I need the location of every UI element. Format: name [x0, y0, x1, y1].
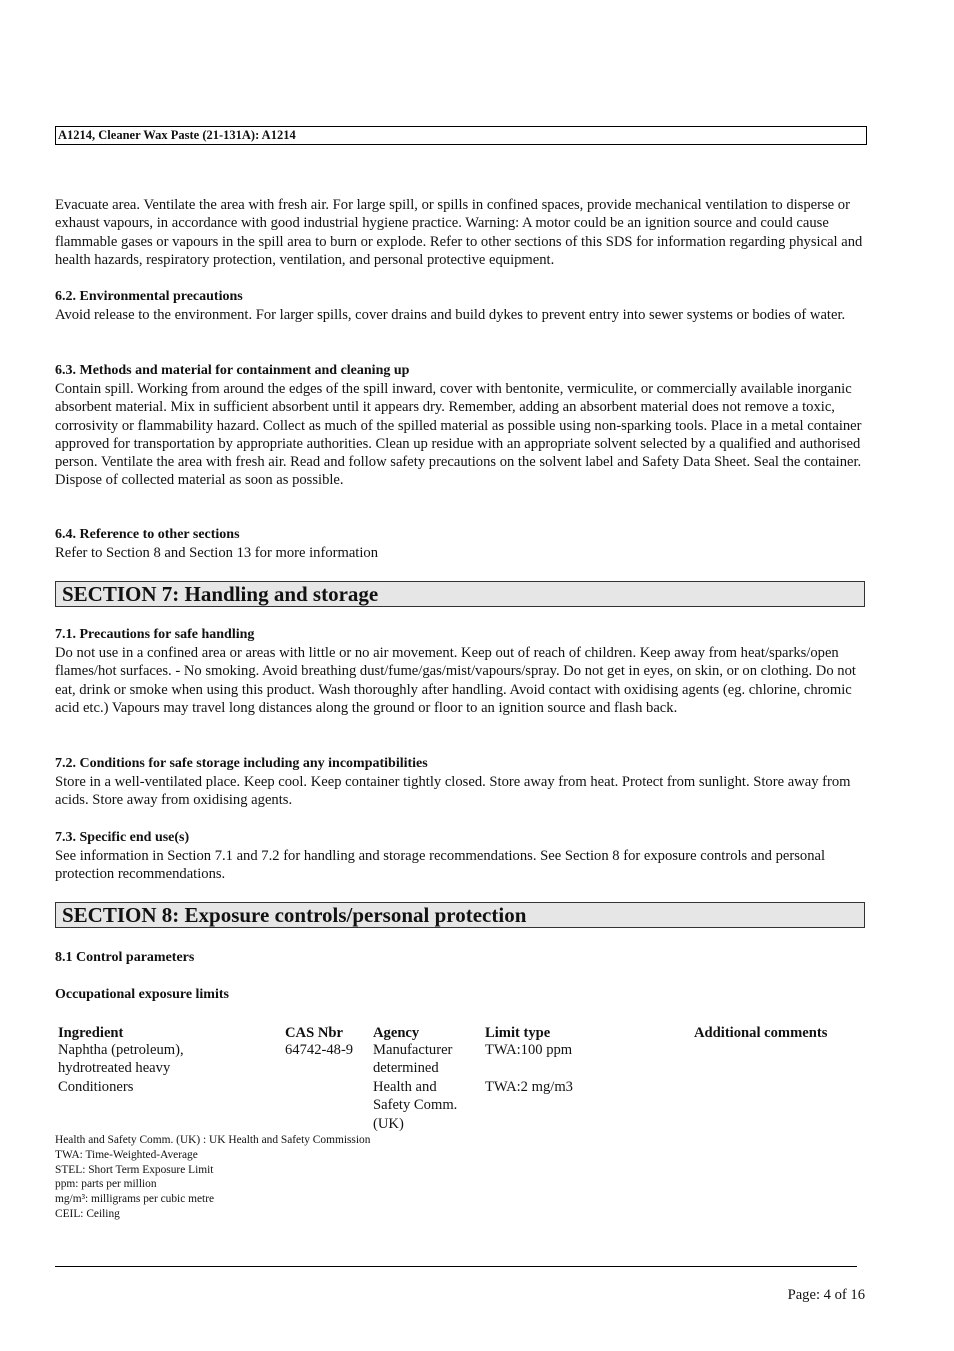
table-header-cas: CAS Nbr [285, 1025, 343, 1041]
table-row [58, 1041, 184, 1078]
heading-6-4: 6.4. Reference to other sections [55, 527, 240, 542]
table-row [58, 1078, 133, 1096]
agency-cell [373, 1078, 457, 1133]
page-number: Page: 4 of 16 [787, 1287, 865, 1303]
ingredient-line: hydrotreated heavy [58, 1060, 171, 1077]
footer-divider [55, 1266, 857, 1267]
heading-7-2: 7.2. Conditions for safe storage including any incompatibilities [55, 756, 428, 771]
table-header-additional-comments: Additional comments [694, 1025, 828, 1041]
legend-item: Health and Safety Comm. (UK) : UK Health and Safety Commission [55, 1134, 371, 1146]
agency-line: Safety Comm. [373, 1097, 458, 1114]
legend-item: ppm: parts per million [55, 1178, 157, 1191]
agency-line: (UK) [373, 1115, 404, 1132]
section-7-title: SECTION 7: Handling and storage [55, 581, 865, 607]
text-6-2: Avoid release to the environment. For larger spills, cover drains and build dykes to prevent entry into sewer systems or bodies of water. [55, 307, 846, 323]
text-7-1: Do not use in a confined area or areas with little or no air movement. Keep out of reach of children. Keep away from heat/sparks/open flames/hot surfaces. - No smoking. Avoid breathing dust/fume/gas/mist/vapours/spray. Do not get in eyes, on skin, or on clothing. Do not eat, drink or smoke when using this product. Wash thoroughly after handling. Avoid contact with oxidising agents (eg. chlorine, chromic acid etc.) Vapours may travel long distances along the ground or floor to an ignition source and flash back. [55, 645, 856, 716]
cas-cell: 64742-48-9 [285, 1042, 354, 1058]
legend-item: mg/m³: milligrams per cubic metre [55, 1193, 215, 1206]
text-7-2: Store in a well-ventilated place. Keep cool. Keep container tightly closed. Store away from heat. Protect from sunlight. Store away from acids. Store away from oxidising agents. [55, 774, 851, 809]
table-header-agency: Agency [373, 1025, 420, 1041]
legend-item: STEL: Short Term Exposure Limit [55, 1163, 214, 1176]
table-header-ingredient: Ingredient [58, 1025, 124, 1041]
heading-8-1: 8.1 Control parameters [55, 950, 195, 965]
agency-line: determined [373, 1060, 439, 1077]
document-header: A1214, Cleaner Wax Paste (21-131A): A1214 [55, 126, 867, 145]
agency-cell [373, 1041, 452, 1078]
agency-line: Manufacturer [373, 1042, 453, 1058]
table-header-limit-type: Limit type [485, 1025, 551, 1041]
text-7-3: See information in Section 7.1 and 7.2 for handling and storage recommendations. See Section 8 for exposure controls and personal protection recommendations. [55, 848, 826, 883]
legend-item: CEIL: Ceiling [55, 1207, 120, 1220]
section6-intro-text: Evacuate area. Ventilate the area with fresh air. For large spill, or spills in confined spaces, provide mechanical ventilation to disperse or exhaust vapours, in accordance with good industrial hygiene practice. Warning: A motor could be an ignition source and could cause flammable gases or vapours in the spill area to burn or explode. Refer to other sections of this SDS for information regarding physical and health hazards, respiratory protection, ventilation, and personal protective equipment. [55, 197, 863, 268]
ingredient-line: Naphtha (petroleum), [58, 1042, 184, 1058]
text-6-4: Refer to Section 8 and Section 13 for more information [55, 545, 379, 561]
heading-7-1: 7.1. Precautions for safe handling [55, 627, 255, 642]
heading-7-3: 7.3. Specific end use(s) [55, 830, 190, 845]
limit-cell: TWA:100 ppm [485, 1042, 573, 1058]
ingredient-line: Conditioners [58, 1079, 134, 1095]
limit-cell: TWA:2 mg/m3 [485, 1079, 573, 1095]
section-8-title: SECTION 8: Exposure controls/personal protection [55, 902, 865, 928]
heading-6-3: 6.3. Methods and material for containment and cleaning up [55, 363, 410, 378]
heading-6-2: 6.2. Environmental precautions [55, 289, 243, 304]
legend-item: TWA: Time-Weighted-Average [55, 1148, 198, 1161]
text-6-3: Contain spill. Working from around the edges of the spill inward, cover with bentonite, vermiculite, or commercially available inorganic absorbent material. Mix in sufficient absorbent until it appears dry. Remember, adding an absorbent material does not remove a toxic, corrosivity or flammability hazard. Collect as much of the spilled material as possible using non-sparking tools. Place in a metal container approved for transportation by appropriate authorities. Clean up residue with an appropriate solvent selected by a qualified and authorised person. Ventilate the area with fresh air. Read and follow safety precautions on the solvent label and Safety Data Sheet. Seal the container. Dispose of collected material as soon as possible. [55, 381, 862, 489]
heading-occupational-exposure-limits: Occupational exposure limits [55, 987, 229, 1002]
abbreviation-legend [55, 1133, 370, 1222]
agency-line: Health and [373, 1079, 437, 1095]
